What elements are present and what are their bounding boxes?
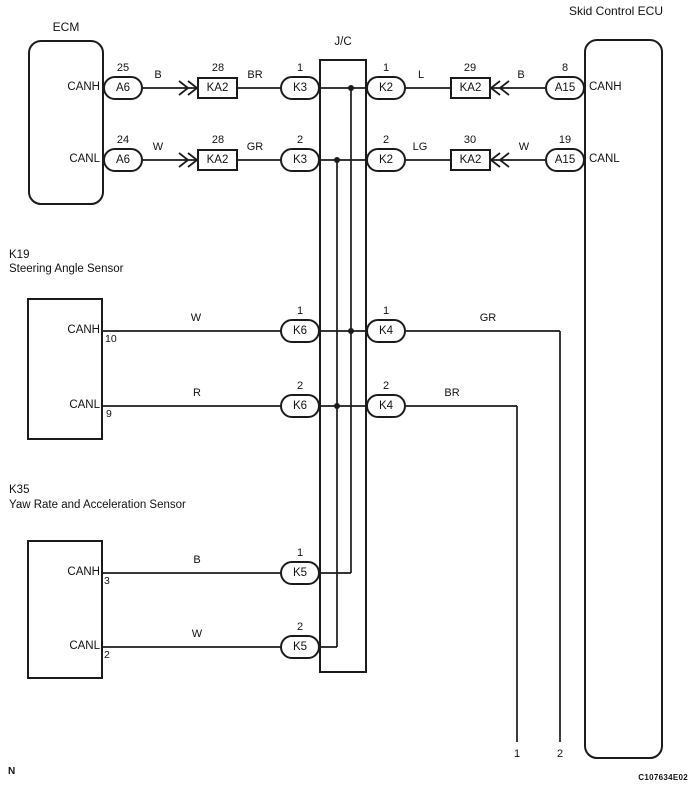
skid-canl-pin-number: 19 xyxy=(558,134,572,146)
yaw-sensor-name: Yaw Rate and Acceleration Sensor xyxy=(9,499,186,511)
ecm-canl-pin-number: 24 xyxy=(116,134,130,146)
ecm-title: ECM xyxy=(52,20,80,34)
ecm-canh-label: CANH xyxy=(67,81,100,93)
connector-oval-k3-2: K3 xyxy=(280,148,320,172)
junction-connector-box xyxy=(319,59,367,673)
inline-connector-ka2-canh: KA2 xyxy=(197,77,238,99)
wire-label-gr2: GR xyxy=(479,312,497,324)
connector-oval-a15-canh: A15 xyxy=(545,76,585,100)
ka2-left-canh-pin-number: 28 xyxy=(211,62,225,74)
k5-2-pin-number: 2 xyxy=(296,621,304,633)
wire-label-br: BR xyxy=(247,69,263,81)
k2-1-pin-number: 1 xyxy=(382,62,390,74)
ka2-left-canl-pin-number: 28 xyxy=(211,134,225,146)
wire-label-gr: GR xyxy=(246,141,264,153)
connector-oval-a6-canh: A6 xyxy=(103,76,143,100)
ecm-canh-pin-number: 25 xyxy=(116,62,130,74)
skid-canl-label: CANL xyxy=(589,153,620,165)
ecm-box xyxy=(28,40,104,205)
inline-connector-ka2-canh-right: KA2 xyxy=(450,77,491,99)
terminal-number-2: 2 xyxy=(556,748,564,760)
connector-oval-k6-1: K6 xyxy=(280,319,320,343)
wire-label-lg: LG xyxy=(412,141,428,153)
figure-code: C107634E02 xyxy=(638,773,688,782)
footer-note: N xyxy=(8,766,16,777)
wire-label-l: L xyxy=(417,69,425,81)
connector-oval-k5-2: K5 xyxy=(280,635,320,659)
k6-1-pin-number: 1 xyxy=(296,305,304,317)
inline-connector-ka2-canl: KA2 xyxy=(197,149,238,171)
connector-oval-k2-1: K2 xyxy=(366,76,406,100)
connector-oval-k4-2: K4 xyxy=(366,394,406,418)
wire-label-w4: W xyxy=(191,628,203,640)
wire-label-b3: B xyxy=(193,554,201,566)
wire-label-w2: W xyxy=(518,141,530,153)
wire-label-b: B xyxy=(154,69,162,81)
connector-oval-a6-canl: A6 xyxy=(103,148,143,172)
k5-1-pin-number: 1 xyxy=(296,547,304,559)
k2-2-pin-number: 2 xyxy=(382,134,390,146)
connector-oval-k3-1: K3 xyxy=(280,76,320,100)
terminal-number-1: 1 xyxy=(513,748,521,760)
steering-sensor-name: Steering Angle Sensor xyxy=(9,263,124,275)
k6-2-pin-number: 2 xyxy=(296,380,304,392)
ka2-right-canh-pin-number: 29 xyxy=(463,62,477,74)
ka2-right-canl-pin-number: 30 xyxy=(463,134,477,146)
yaw-canh-label: CANH xyxy=(67,566,100,578)
wire-label-br2: BR xyxy=(444,387,460,399)
yaw-sensor-id: K35 xyxy=(9,484,30,496)
yaw-canl-label: CANL xyxy=(69,640,100,652)
k3-1-pin-number: 1 xyxy=(296,62,304,74)
skid-control-ecu-title: Skid Control ECU xyxy=(568,4,663,18)
inline-connector-ka2-canl-right: KA2 xyxy=(450,149,491,171)
connector-oval-k6-2: K6 xyxy=(280,394,320,418)
skid-control-ecu-box xyxy=(584,39,663,759)
k4-1-pin-number: 1 xyxy=(382,305,390,317)
steering-sensor-id: K19 xyxy=(9,249,30,261)
jc-title: J/C xyxy=(334,36,352,48)
k3-2-pin-number: 2 xyxy=(296,134,304,146)
yaw-rate-sensor-box xyxy=(27,540,103,679)
steering-angle-sensor-box xyxy=(27,298,103,440)
wire-label-w: W xyxy=(152,141,164,153)
steering-canl-pin-number: 9 xyxy=(106,408,112,420)
yaw-canl-pin-number: 2 xyxy=(104,649,110,661)
wire-label-w3: W xyxy=(190,312,202,324)
steering-canl-label: CANL xyxy=(69,399,100,411)
connector-oval-k4-1: K4 xyxy=(366,319,406,343)
yaw-canh-pin-number: 3 xyxy=(104,575,110,587)
connector-oval-k2-2: K2 xyxy=(366,148,406,172)
wire-label-b2: B xyxy=(517,69,525,81)
connector-oval-a15-canl: A15 xyxy=(545,148,585,172)
k4-2-pin-number: 2 xyxy=(382,380,390,392)
steering-canh-label: CANH xyxy=(67,324,100,336)
steering-canh-pin-number: 10 xyxy=(105,333,117,345)
connector-oval-k5-1: K5 xyxy=(280,561,320,585)
ecm-canl-label: CANL xyxy=(69,153,100,165)
skid-canh-label: CANH xyxy=(589,81,622,93)
skid-canh-pin-number: 8 xyxy=(561,62,569,74)
wire-label-r: R xyxy=(193,387,201,399)
